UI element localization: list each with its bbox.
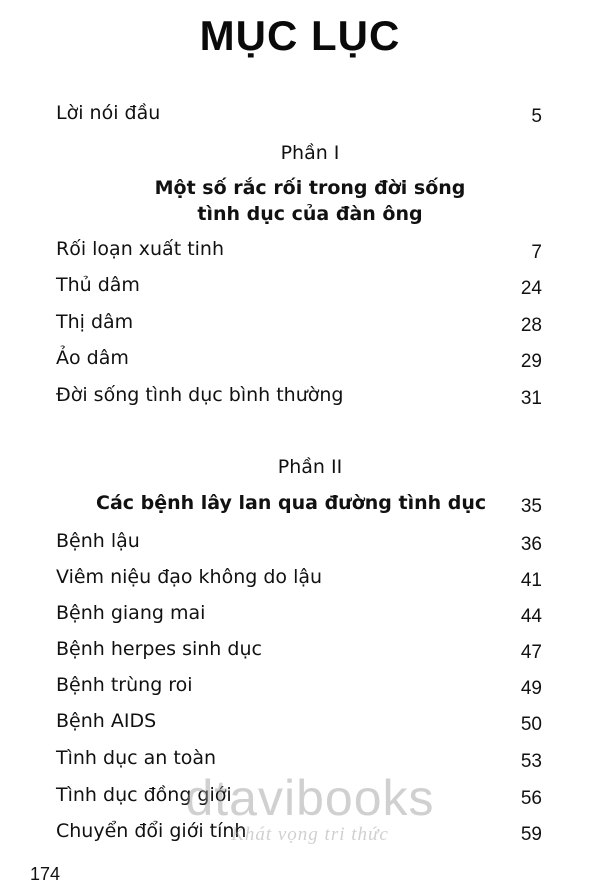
toc-entry-page: 41 (520, 570, 542, 591)
toc-entry-label: Bệnh lậu (56, 530, 140, 552)
toc-entry-page: 24 (520, 278, 542, 299)
toc-entry-page: 36 (520, 534, 542, 555)
part2-title: Các bệnh lây lan qua đường tình dục (96, 492, 487, 514)
toc-entry-page: 29 (520, 351, 542, 372)
watermark-tagline: Khát vọng tri thức (231, 824, 389, 845)
toc-entry-label: Lời nói đầu (56, 102, 161, 124)
part1-title-line2: tình dục của đàn ông (197, 203, 423, 225)
toc-entry[interactable] (56, 780, 546, 810)
toc-entry-page: 59 (520, 824, 542, 845)
toc-entry[interactable] (56, 634, 546, 664)
toc-entry[interactable] (56, 270, 546, 300)
toc-entry[interactable] (56, 380, 546, 410)
watermark-logo: dtavibooks (185, 770, 435, 826)
toc-entry-part2-title[interactable] (56, 488, 546, 518)
toc-entry-page: 49 (520, 678, 542, 699)
toc-entry[interactable] (56, 816, 546, 846)
toc-entry-label: Đời sống tình dục bình thường (56, 384, 344, 406)
toc-entry-label: Bệnh giang mai (56, 602, 206, 624)
part1-label: Phần I (280, 142, 340, 164)
toc-entry-label: Viêm niệu đạo không do lậu (56, 566, 323, 588)
toc-entry-label: Bệnh AIDS (56, 710, 157, 732)
toc-entry[interactable] (56, 598, 546, 628)
toc-entry[interactable] (56, 562, 546, 592)
toc-entry-preface[interactable] (56, 98, 546, 128)
part1-title-line1: Một số rắc rối trong đời sống (154, 177, 466, 199)
toc-entry-page: 53 (520, 751, 542, 772)
toc-entry-label: Bệnh trùng roi (56, 674, 193, 696)
toc-entry-label: Tình dục an toàn (56, 747, 217, 769)
toc-entry-page: 5 (531, 106, 542, 127)
toc-entry-label: Bệnh herpes sinh dục (56, 638, 262, 660)
toc-entry-label: Thị dâm (56, 311, 134, 333)
toc-entry[interactable] (56, 670, 546, 700)
toc-entry-page: 31 (520, 388, 542, 409)
toc-entry-page: 35 (520, 496, 542, 517)
toc-entry-label: Rối loạn xuất tinh (56, 238, 225, 260)
toc-entry-page: 56 (520, 788, 542, 809)
toc-entry-page: 47 (520, 642, 542, 663)
toc-entry-label: Tình dục đồng giới (56, 784, 232, 806)
toc-entry[interactable] (56, 526, 546, 556)
toc-entry-label: Thủ dâm (56, 274, 140, 296)
toc-entry-page: 44 (520, 606, 542, 627)
toc-entry-page: 50 (520, 714, 542, 735)
toc-entry[interactable] (56, 343, 546, 373)
toc-entry[interactable] (56, 307, 546, 337)
toc-entry-page: 7 (531, 242, 542, 263)
toc-entry-label: Chuyển đổi giới tính (56, 820, 247, 842)
toc-entry[interactable] (56, 234, 546, 264)
part2-label: Phần II (277, 456, 343, 478)
page-title: MỤC LỤC (199, 12, 401, 59)
toc-entry-label: Ảo dâm (56, 347, 129, 369)
page-number: 174 (30, 864, 61, 884)
toc-entry-page: 28 (520, 315, 542, 336)
toc-entry[interactable] (56, 706, 546, 736)
toc-entry[interactable] (56, 743, 546, 773)
